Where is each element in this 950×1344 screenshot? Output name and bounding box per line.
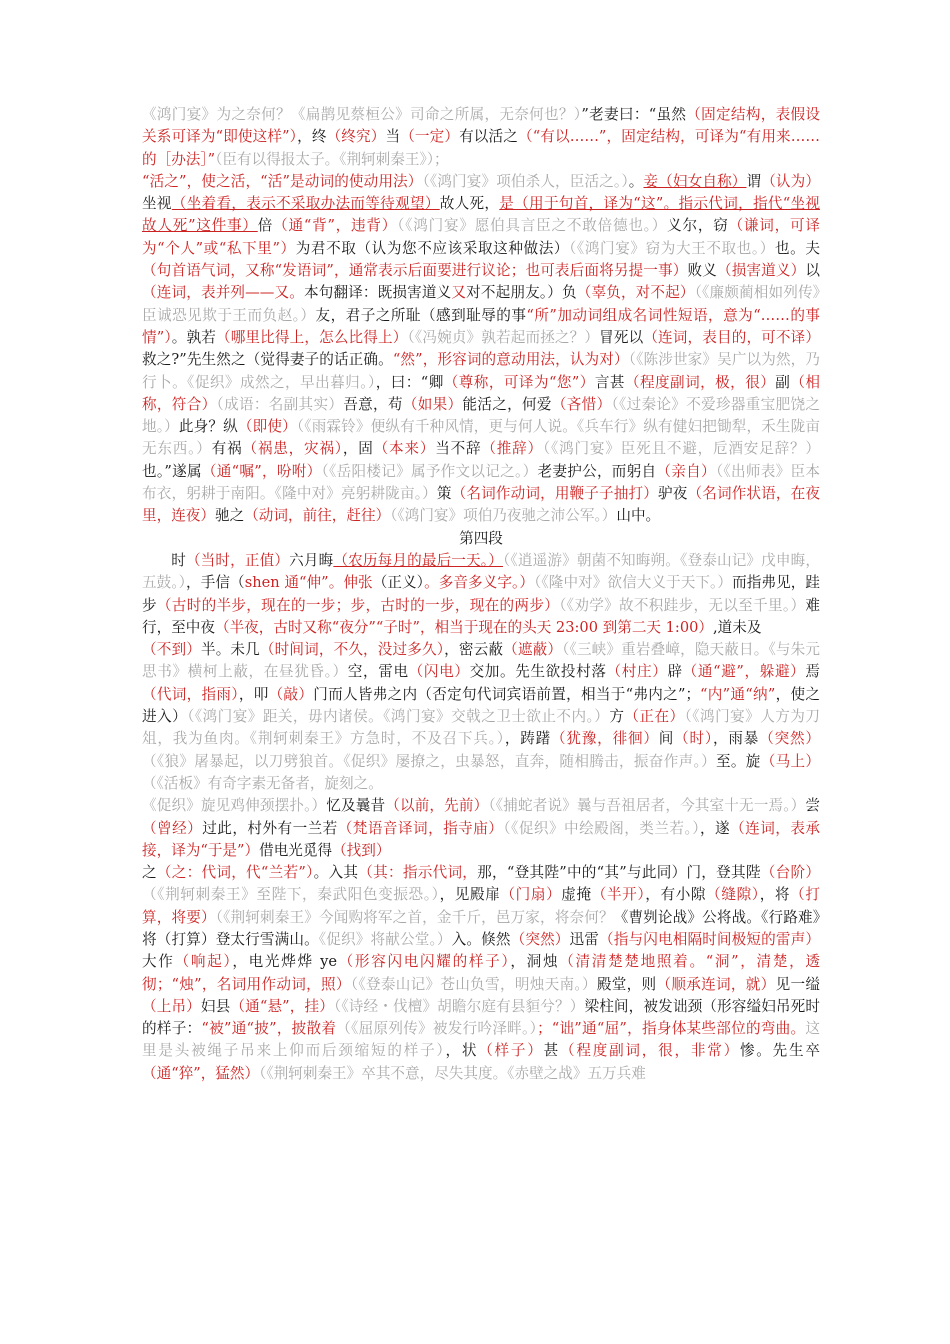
annotation-text: （通“背”，违背） <box>273 217 398 235</box>
body-text: 过此，村外有一兰若 <box>202 819 338 837</box>
annotation-text: （祸患，灾祸） <box>242 440 343 458</box>
annotation-text: （突然） <box>759 730 820 748</box>
body-text: 对不起朋友。）负 <box>466 284 577 302</box>
body-text: 半。未几 <box>200 641 260 659</box>
body-text: 门而人皆弗之内（否定句代词宾语前置，相当于“弗内之”； <box>313 685 701 703</box>
body-text: 有以活之 <box>459 128 518 146</box>
annotation-text: （名词作状语，在夜里，连夜） <box>142 485 820 525</box>
citation-text: （成语：名副其实） <box>216 395 344 413</box>
body-text: 。孰若 <box>171 328 216 346</box>
annotation-text: （哪里比得上，怎么比得上） <box>215 328 408 346</box>
body-text: 迅雷 <box>569 930 600 948</box>
annotation-text: （程度副词，很，非常） <box>560 1042 740 1060</box>
body-text: 忆及曩昔 <box>326 797 386 815</box>
body-text: ，固 <box>342 440 374 458</box>
body-text: 败义 <box>687 262 717 280</box>
annotation-text: 妾（妇女自称） <box>643 172 747 190</box>
body-text: 空，雷电 <box>347 663 409 681</box>
citation-text: （臣有以得报太子。《荆轲刺秦王》）； <box>215 150 449 168</box>
citation-text: （《过秦论》不爱珍器重宝肥饶之地。） <box>142 395 820 436</box>
annotation-text: （谦词，可译为“个人”或“私下里”） <box>142 217 820 257</box>
annotation-text: （动词，前往，赶往） <box>244 507 391 525</box>
body-text: 。 <box>628 172 644 190</box>
citation-text: 《鸿门宴》为之奈何？《扁鹊见蔡桓公》司命之所属，无奈何也？） <box>142 106 582 123</box>
body-text: 妇县 <box>200 997 231 1015</box>
body-text: ，曰：“卿 <box>375 373 444 391</box>
body-text: 能活之，何爱 <box>462 395 552 413</box>
citation-text: （《雨霖铃》便纵有千种风情，更与何人说。《兵车行》纵有健妇把锄犁，禾生陇亩无东西。） <box>142 418 820 458</box>
annotation-text: “然”，形容词的意动用法，认为对） <box>392 351 629 369</box>
body-text: 至。旋 <box>716 752 761 770</box>
citation-text: （《劝学》故不积跬步，无以至千里。） <box>559 596 806 614</box>
body-text: 入。倏然 <box>451 930 511 948</box>
body-text: 那，“登其陛”中的“其”与此同）门，登其陛 <box>477 864 761 882</box>
body-text: ，有小隙 <box>645 886 707 904</box>
annotation-text: （亲自） <box>656 462 716 480</box>
citation-text: （《鸿门宴》愿伯具言臣之不敢倍德也。） <box>397 217 668 235</box>
annotation-text: （台阶） <box>760 864 820 882</box>
annotation-text: （通“避”，躲避） <box>682 663 806 681</box>
citation-text: （《屈原列传》被发行吟泽畔。） <box>336 1020 538 1038</box>
annotation-text: （连词，表目的，可不译） <box>643 328 820 346</box>
body-text: 当不辞 <box>435 440 482 458</box>
body-text: 焉 <box>805 663 820 681</box>
annotation-text: （形容闪电闪耀的样子） <box>336 953 511 971</box>
citation-text: （《鸿门宴》窃为大王不取也。） <box>569 239 775 257</box>
annotation-text: （固定结构，表假设关系可译为“即使这样”） <box>142 106 820 146</box>
annotation-text: （不到） <box>142 641 201 659</box>
citation-text: （《隆中对》欲信大义于天下。） <box>534 574 733 592</box>
annotation-text: （认为） <box>761 172 820 190</box>
body-text: 虚掩 <box>561 886 592 904</box>
annotation-text: （通“嘱”，吩咐） <box>201 462 322 480</box>
body-text: 老妻护公，而躬自 <box>537 462 657 480</box>
annotation-text: 是（用于句首，译为“这”。指示代词，指代“坐视故人死”这件事） <box>142 195 820 235</box>
annotation-text: （程度副词，极，很） <box>624 373 776 391</box>
body-text: 友，君子之所耻（感到耻辱的事 <box>315 306 527 324</box>
annotation-text: （找到） <box>332 841 391 859</box>
citation-text: 《促织》将献公堂。） <box>318 930 452 948</box>
citation-text: （《狼》屠暴起，以刀劈狼首。《促织》屡撩之，虫暴怒，直奔，随相腾击，振奋作声。） <box>142 752 716 770</box>
annotation-text: （损害道义） <box>716 262 806 280</box>
citation-text: （《诗经・伐檀》胡瞻尔庭有县貆兮？） <box>333 997 585 1015</box>
citation-text: （《鸿门宴》人方为刀俎，我为鱼肉。《荆轲刺秦王》方急时，不及召下兵。） <box>142 708 820 748</box>
annotation-text: （之：代词，代“兰若”） <box>156 864 314 882</box>
body-text: 为君不取（认为您不应该采取这种做法） <box>295 239 570 257</box>
annotation-text: （曾经） <box>142 819 203 837</box>
annotation-text: （连词，表并列——又。 <box>142 284 304 302</box>
citation-text: （《岳阳楼记》属予作文以记之。） <box>321 462 538 480</box>
body-text: 救之?”先生然之（觉得妻子的话正确。 <box>142 351 393 369</box>
annotation-text: （时） <box>674 730 714 748</box>
body-text: 大作 <box>142 953 175 971</box>
annotation-text: （连词，表承接，译为“于是”） <box>142 819 820 859</box>
body-text: ，手信（ <box>186 574 245 592</box>
body-text: 时 <box>171 551 186 569</box>
annotation-text: （半夜，古时又称“夜分”“子时”，相当于现在的头天 23:00 到第二天 1:00） <box>214 618 714 636</box>
body-text: 难行，至中夜 <box>142 596 820 636</box>
body-text: ，雨暴 <box>713 730 760 748</box>
annotation-text: （缝隙） <box>706 886 760 904</box>
annotation-text: （门扇） <box>500 886 562 904</box>
body-text: ，状 <box>445 1042 479 1060</box>
body-text: ，踌躇 <box>504 730 552 748</box>
citation-text: （《鸿门宴》项伯乃夜驰之沛公军。） <box>390 507 617 525</box>
annotation-text: （清清楚楚地照着。“洞”，清楚，透彻；“烛”，名词用作动词，照） <box>142 953 820 993</box>
annotation-text: （响起） <box>174 953 233 971</box>
body-text: ，电光烨烨 ye <box>232 953 337 971</box>
citation-text: （《冯婉贞》孰若起而拯之？） <box>407 328 600 346</box>
annotation-text: （以前，先前） <box>385 797 489 815</box>
annotation-text: （农历每月的最后一天。） <box>333 551 503 569</box>
annotation-text: （终究） <box>326 128 386 146</box>
body-text: 副 <box>775 373 791 391</box>
annotation-text: “被”通“披”，披散着 <box>201 1020 337 1038</box>
annotation-text: （遮蔽） <box>503 641 563 659</box>
annotation-text: 。多音多义字。） <box>424 574 535 592</box>
body-text: 见一缢 <box>775 975 820 993</box>
annotation-text: “所”加动词组成名词性短语，意为“……的事情”） <box>142 306 820 346</box>
citation-text: （《鸿门宴》臣死且不避，卮酒安足辞？） <box>542 440 820 458</box>
annotation-text: （半开） <box>591 886 646 904</box>
document-page <box>142 104 820 1085</box>
citation-text: （《廉颇蔺相如列传》臣诚恐见欺于王而负赵。） <box>142 284 820 324</box>
annotation-text: （相称，符合） <box>142 373 820 413</box>
citation-text: （《逍遥游》朝菌不知晦朔。《登泰山记》戊申晦，五鼓。） <box>142 551 820 592</box>
annotation-text: （马上） <box>760 752 820 770</box>
citation-text: （《荆轲刺秦王》今闻购将军之首，金千斤，邑万家，将奈何？ <box>215 908 614 926</box>
citation-text: （《出师表》臣本布衣，躬耕于南阳。《隆中对》亮躬耕陇亩。） <box>142 462 820 503</box>
body-text: 《曹刿论战》公将战。《行路难》将（打算）登太行雪满山。 <box>142 908 820 948</box>
body-text: 义尔，窃 <box>667 217 729 235</box>
annotation-text: （本来） <box>373 440 436 458</box>
body-text: ，密云蔽 <box>444 641 504 659</box>
annotation-text: 又 <box>451 284 467 302</box>
citation-text: （《登泰山记》苍山负雪，明烛天南。） <box>350 975 597 993</box>
body-text: ，见殿扉 <box>439 886 501 904</box>
body-text: 梁柱间，被发诎颈（形容缢妇吊死时的样子： <box>142 997 820 1038</box>
citation-text: （《陈涉世家》吴广以为然，乃行卜。《促织》成然之，早出暮归。） <box>142 351 820 391</box>
body-text: 此身？纵 <box>178 418 238 436</box>
annotation-text: （村庄） <box>606 663 668 681</box>
annotation-text: （时间词，不久，没过多久） <box>259 641 445 659</box>
paragraph-annotated-text <box>142 550 820 1085</box>
citation-text: （《活板》有奇字素无备者，旋刻之。 <box>142 774 383 792</box>
body-text: ，遂 <box>699 819 731 837</box>
citation-text: （《荆轲刺秦王》卒其不意，尽失其度。《赤壁之战》五万兵难 <box>259 1064 646 1082</box>
body-text: 吾意，苟 <box>343 395 403 413</box>
citation-text: （《鸿门宴》项伯杀人，臣活之。） <box>422 172 629 190</box>
annotation-text: （犹豫，徘徊） <box>551 730 659 748</box>
annotation-text: （指与闪电相隔时间极短的雷声） <box>599 930 820 948</box>
annotation-text: （句首语气词，又称“发语词”，通常表示后面要进行议论；也可表后面将另提一事） <box>142 262 688 280</box>
annotation-text: （推辞） <box>481 440 543 458</box>
body-text: 驰之 <box>214 507 245 525</box>
body-text: 之 <box>142 864 157 882</box>
body-text: 间 <box>658 730 675 748</box>
body-text: 辟 <box>667 663 683 681</box>
citation-text: （《鸿门宴》距关，毋内诸侯。《鸿门宴》交戟之卫士欲止不内。） <box>187 708 610 726</box>
body-text: 借电光觅得 <box>259 841 333 859</box>
body-text: 惨。先生卒 <box>739 1042 820 1060</box>
body-text: 冒死以 <box>599 328 644 346</box>
body-text: ，洞烛 <box>510 953 560 971</box>
body-text: ，将 <box>759 886 791 904</box>
body-text: ，使之进入） <box>142 685 820 726</box>
body-text: 。入其 <box>313 864 359 882</box>
annotation-text: （吝惜） <box>551 395 612 413</box>
annotation-text: （顺承连词，就） <box>656 975 776 993</box>
citation-text: （《荆轲刺秦王》至陛下，秦武阳色变振恐。） <box>142 886 440 904</box>
citation-text: （《促织》中绘殿阁，类兰若。） <box>503 819 700 837</box>
citation-text: （《三峡》重岩叠嶂，隐天蔽日。《与朱元思书》横柯上蔽，在昼犹昏。） <box>142 641 820 681</box>
annotation-text: （当时，正值） <box>185 551 290 569</box>
citation-text: 《促织》旋见鸡伸颈摆扑。） <box>142 797 327 815</box>
body-text: 言甚 <box>594 373 625 391</box>
annotation-text: （“有以……”，固定结构，可译为“有用来……的［办法］” <box>142 128 820 168</box>
body-text: 当 <box>385 128 401 146</box>
body-text: 殿堂，则 <box>596 975 657 993</box>
body-text: 以 <box>805 262 820 280</box>
paragraph-annotated-text <box>142 104 820 528</box>
annotation-text: （样子） <box>478 1042 544 1060</box>
body-text: 坐视 <box>142 195 172 213</box>
annotation-text: （坐着看，表示不采取办法而等待观望） <box>171 195 440 213</box>
annotation-text: （打算，将要） <box>142 886 820 926</box>
body-text: 甚 <box>543 1042 560 1060</box>
annotation-text: shen 通“伸”。伸张 <box>244 574 373 592</box>
annotation-text: “内”通“纳” <box>700 685 776 703</box>
annotation-text: （闪电） <box>408 663 470 681</box>
body-text: 尝 <box>805 797 820 815</box>
body-text: （正义） <box>372 574 425 592</box>
citation-text: （《捕蛇者说》曩与吾祖居者，今其室十无一焉。） <box>488 797 806 815</box>
body-text: 山中。 <box>616 507 661 525</box>
annotation-text: （一定） <box>400 128 460 146</box>
body-text: 倍 <box>257 217 274 235</box>
body-text: 有祸 <box>211 440 243 458</box>
body-text: ”老妻曰：“虽然 <box>581 106 687 123</box>
annotation-text: （敲） <box>268 685 314 703</box>
body-text: 策 <box>436 485 452 503</box>
annotation-text: （突然） <box>510 930 570 948</box>
annotation-text: （名词作动词，用鞭子子抽打） <box>451 485 658 503</box>
body-text: ，终 <box>297 128 327 146</box>
annotation-text: “活之”，使之活，“活”是动词的使动用法） <box>142 172 423 190</box>
annotation-text: （正在） <box>624 708 685 726</box>
annotation-text: ；“诎”通“屈”，指身体某些部位的弯曲。 <box>537 1020 806 1038</box>
annotation-text: （上吊） <box>142 997 201 1015</box>
body-text: 谓 <box>746 172 762 190</box>
body-text: 而指弗见，跬步 <box>142 574 820 614</box>
body-text: ，叩 <box>238 685 269 703</box>
annotation-text: （古时的半步，现在的一步；步，古时的一步，现在的两步） <box>156 596 560 614</box>
annotation-text: （辜负，对不起） <box>576 284 695 302</box>
body-text: 也。”遂属 <box>142 462 202 480</box>
body-text: ,道未及 <box>713 618 762 636</box>
annotation-text: （其：指示代词， <box>358 864 478 882</box>
annotation-text: （通“猝”，猛然） <box>142 1064 260 1082</box>
body-text: 也。夫 <box>775 239 820 257</box>
body-text: 六月晦 <box>289 551 334 569</box>
annotation-text: （尊称，可译为“您”） <box>443 373 595 391</box>
body-text: 驴夜 <box>658 485 688 503</box>
annotation-text: （通“悬”，挂） <box>230 997 334 1015</box>
annotation-text: （代词，指雨） <box>142 685 239 703</box>
annotation-text: （即使） <box>237 418 297 436</box>
citation-text: 这里是头被绳子吊来上仰而后颈缩短的样子） <box>142 1020 820 1060</box>
body-text: 本句翻译：既损害道义 <box>303 284 452 302</box>
body-text: 故人死， <box>439 195 500 213</box>
body-text: 交加。先生欲投村落 <box>469 663 607 681</box>
annotation-text: （梵语音译词，指寺庙） <box>337 819 504 837</box>
annotation-text: （如果） <box>402 395 463 413</box>
body-text: 方 <box>609 708 625 726</box>
section-heading: 第四段 <box>459 529 503 547</box>
